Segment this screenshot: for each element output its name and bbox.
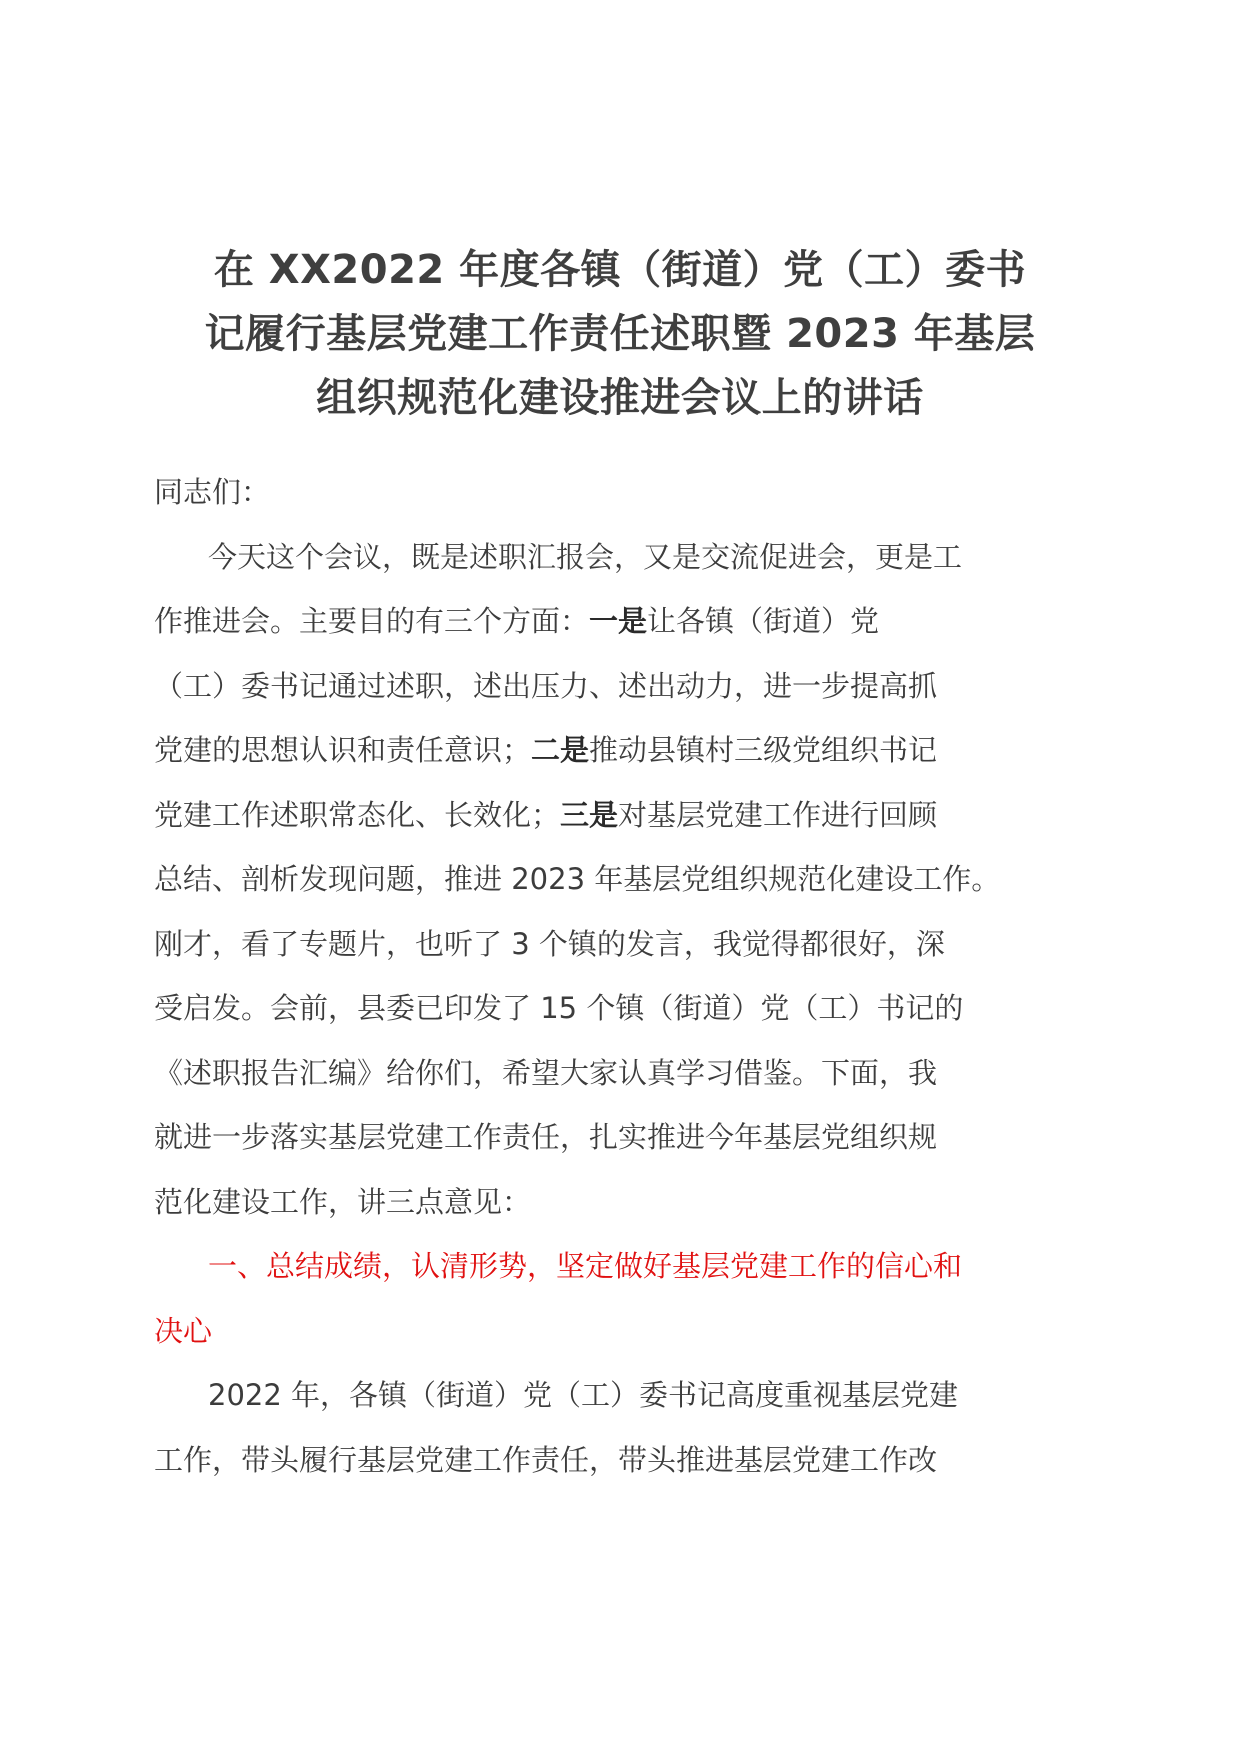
para1-line <box>154 718 1114 783</box>
greeting: 同志们： <box>154 475 271 509</box>
title-line-1: 在 XX2022 年度各镇（街道）党（工）委书 <box>213 247 1027 293</box>
para1-line: 今天这个会议，既是述职汇报会，又是交流促进会，更是工 <box>208 539 963 574</box>
title-line-2: 记履行基层党建工作责任述职暨 2023 年基层 <box>204 311 1036 357</box>
para1-line: 就进一步落实基层党建工作责任，扎实推进今年基层党组织规 <box>154 1120 938 1154</box>
emphasis-first: 一是 <box>589 604 648 638</box>
para1-text: 对基层党建工作进行回顾 <box>618 797 938 832</box>
para1-text: 党建的思想认识和责任意识； <box>154 733 532 767</box>
para1-line: 范化建设工作，讲三点意见： <box>154 1184 532 1219</box>
emphasis-third: 三是 <box>560 797 619 832</box>
title-line-3: 组织规范化建设推进会议上的讲话 <box>316 375 924 421</box>
para1-text: 推动县镇村三级党组织书记 <box>589 733 938 767</box>
para1-line <box>154 783 1114 848</box>
para1-text: 党建工作述职常态化、长效化； <box>154 797 561 832</box>
para1-line: （工）委书记通过述职，述出压力、述出动力，进一步提高抓 <box>154 668 938 703</box>
para2-line: 工作，带头履行基层党建工作责任，带头推进基层党建工作改 <box>154 1442 938 1477</box>
para1-line: 刚才，看了专题片，也听了 3 个镇的发言，我觉得都很好，深 <box>154 926 945 961</box>
para1-line: 《述职报告汇编》给你们，希望大家认真学习借鉴。下面，我 <box>154 1055 938 1090</box>
section-heading-1: 一、总结成绩，认清形势，坚定做好基层党建工作的信心和 <box>208 1249 963 1283</box>
para1-text: 让各镇（街道）党 <box>647 604 880 638</box>
para1-line <box>154 589 1114 654</box>
para1-line: 受启发。会前，县委已印发了 15 个镇（街道）党（工）书记的 <box>154 991 964 1025</box>
para2-line: 2022 年，各镇（街道）党（工）委书记高度重视基层党建 <box>208 1378 959 1412</box>
para1-text: 作推进会。主要目的有三个方面： <box>154 604 590 638</box>
section-heading-1-cont: 决心 <box>154 1313 213 1348</box>
document-title <box>150 238 1090 430</box>
emphasis-second: 二是 <box>531 733 590 767</box>
document-body <box>154 460 1114 1492</box>
para1-line: 总结、剖析发现问题，推进 2023 年基层党组织规范化建设工作。 <box>154 862 1001 896</box>
